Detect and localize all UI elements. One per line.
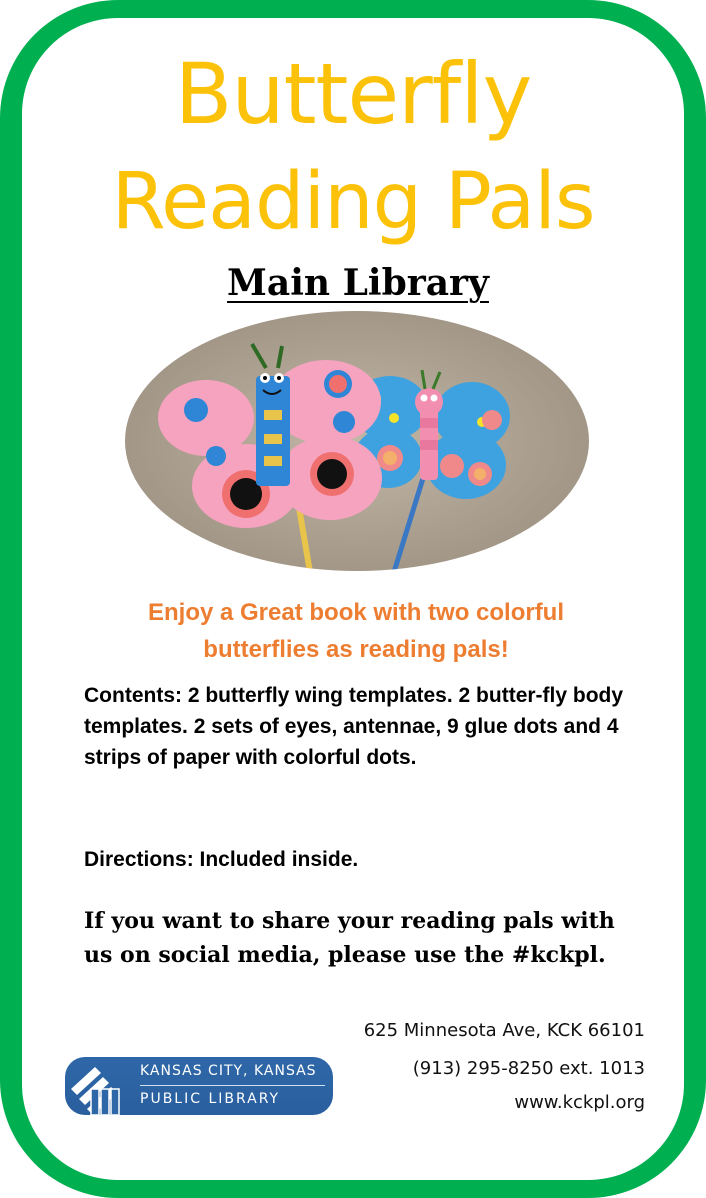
social-share-text: If you want to share your reading pals with us on social media, please use the #kckpl. xyxy=(84,908,615,968)
logo-line-1: KANSAS CITY, KANSAS xyxy=(140,1063,317,1079)
title-line-1: Butterfly xyxy=(174,45,532,143)
title-line-2: Reading Pals xyxy=(111,157,595,247)
logo-divider xyxy=(140,1085,325,1086)
contents-text: Contents: 2 butterfly wing templates. 2 butter-fly body templates. 2 sets of eyes, antennae, 9 glue dots and 4 strips of paper with colorful dots. xyxy=(84,684,624,769)
phone-number: (913) 295-8250 ext. 1013 xyxy=(412,1058,645,1079)
address: 625 Minnesota Ave, KCK 66101 xyxy=(363,1020,645,1041)
logo-line-2: PUBLIC LIBRARY xyxy=(140,1091,281,1107)
location-heading: Main Library xyxy=(227,262,489,304)
butterfly-photo xyxy=(124,310,590,572)
website-link[interactable]: www.kckpl.org xyxy=(514,1092,645,1113)
book-stack-icon xyxy=(61,1059,143,1121)
tagline: Enjoy a Great book with two colorful butterflies as reading pals! xyxy=(147,599,565,663)
library-logo xyxy=(65,1057,333,1117)
directions-text: Directions: Included inside. xyxy=(84,848,359,871)
